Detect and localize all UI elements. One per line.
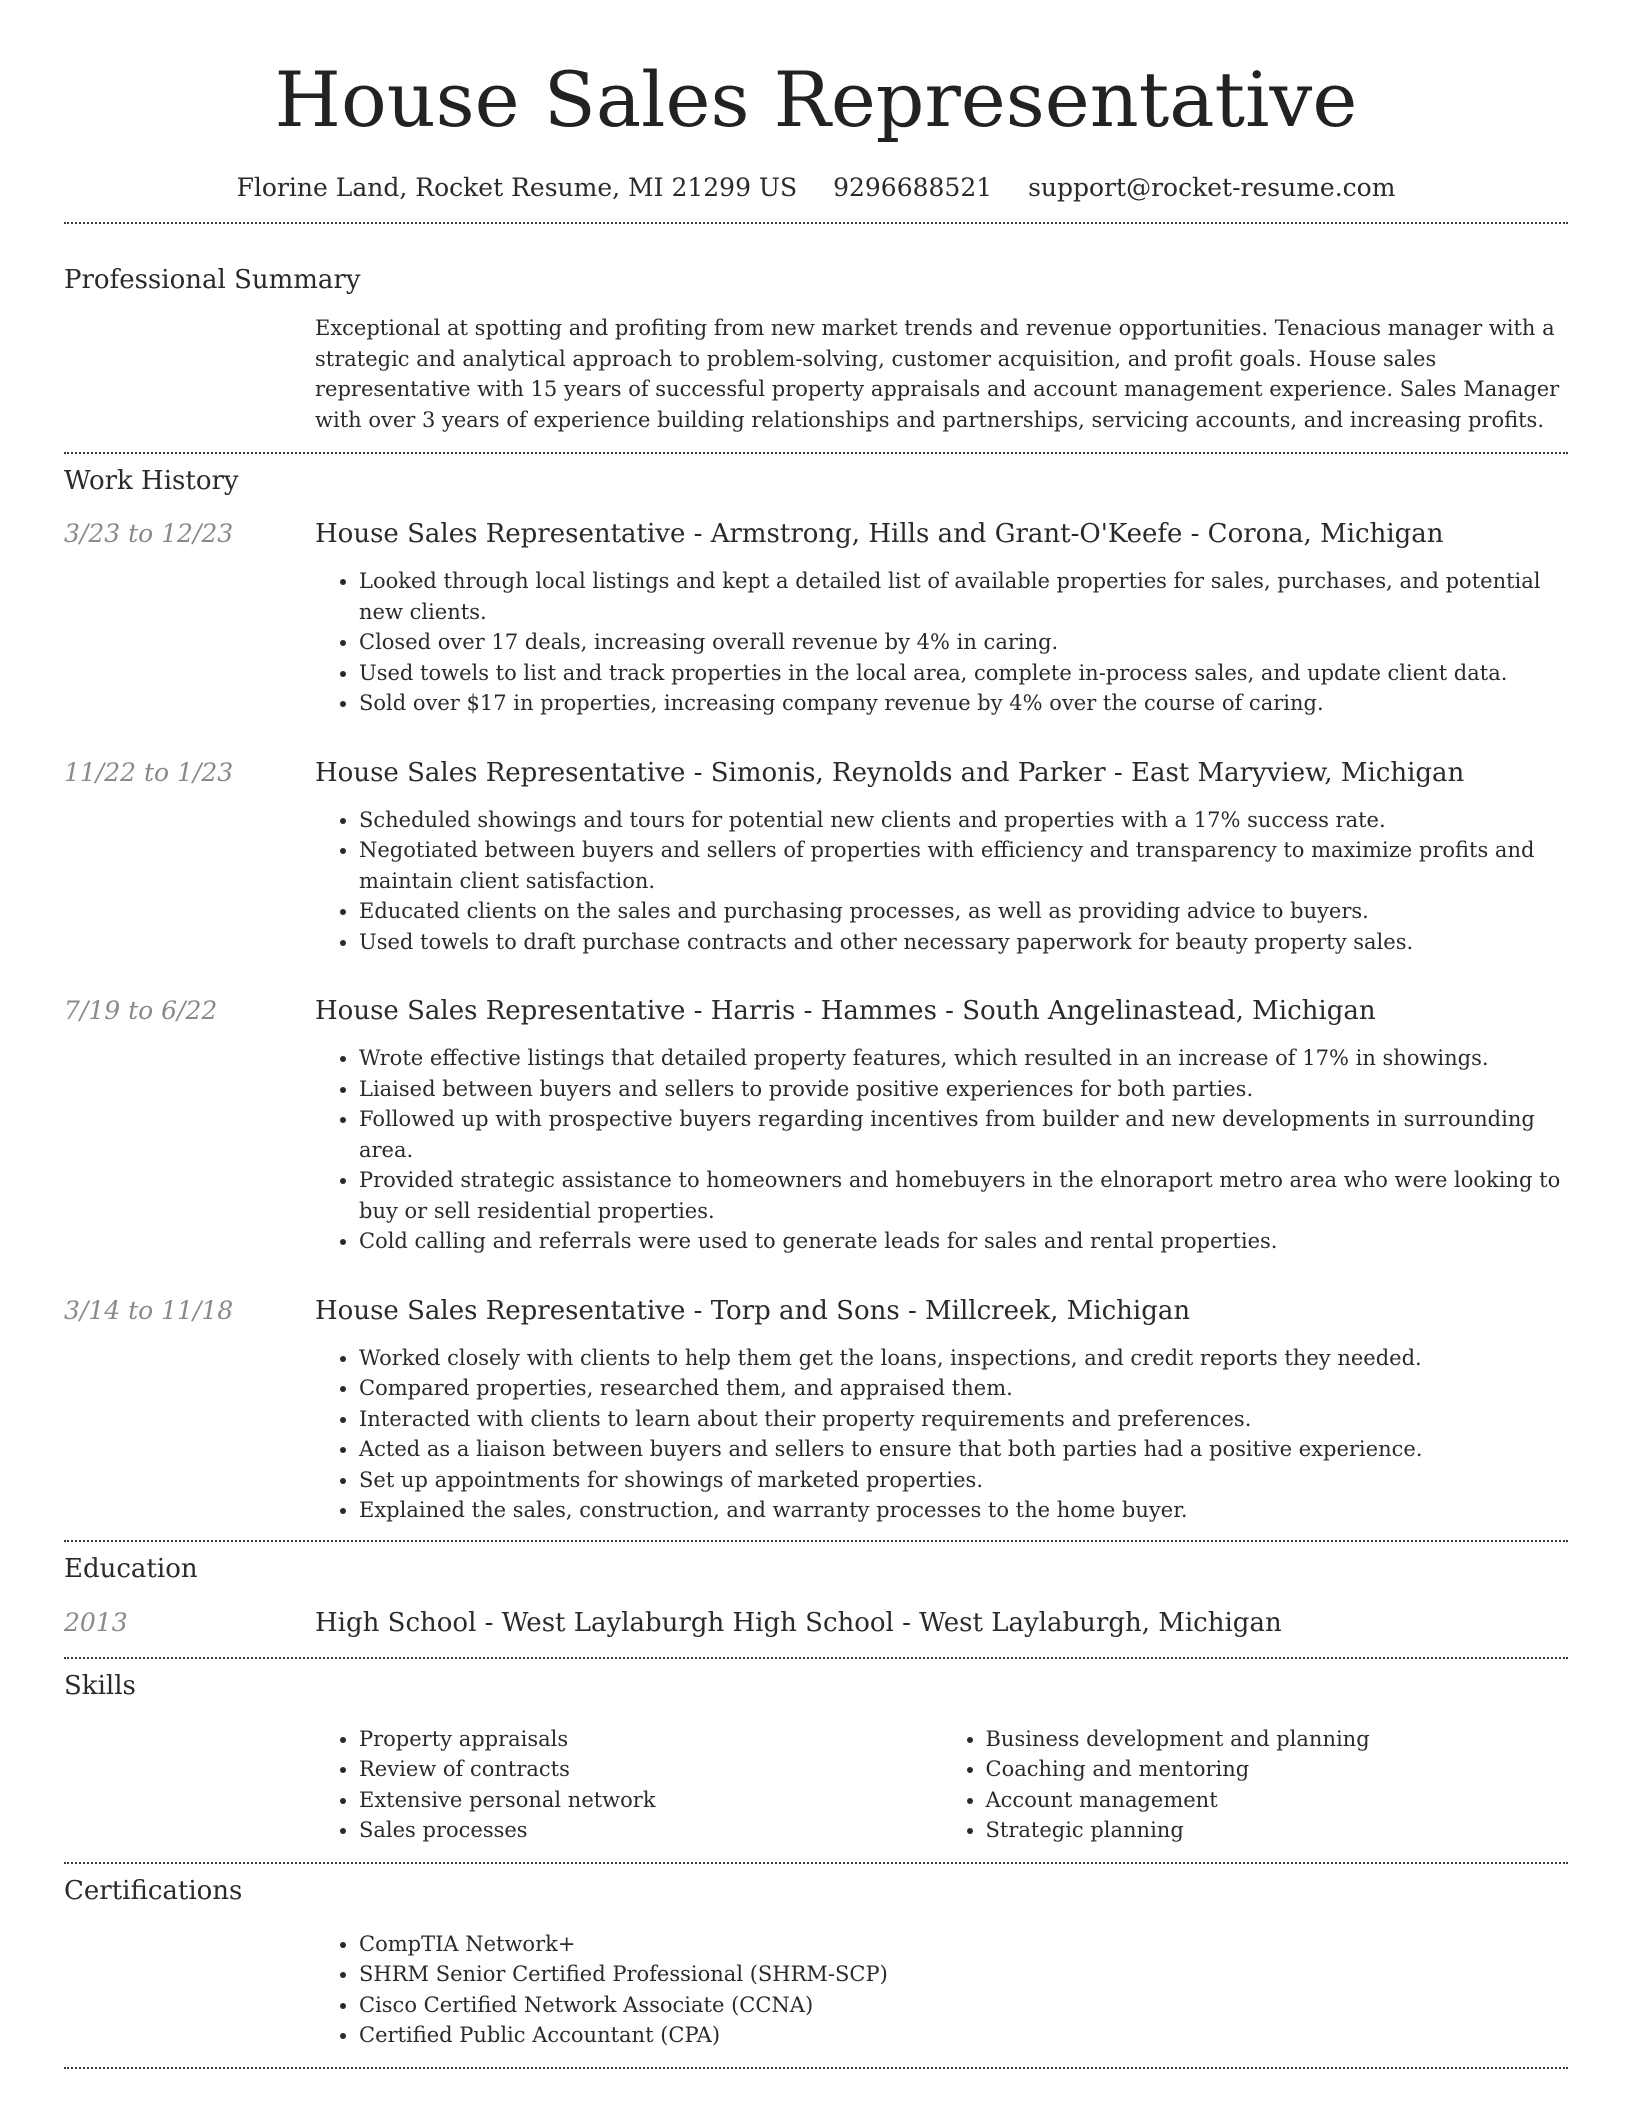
certifications-list: [315, 1929, 1568, 2051]
list-item: • Extensive personal network: [359, 1785, 942, 1816]
job-entry: [64, 518, 1568, 719]
list-item: • CompTIA Network+: [359, 1929, 1568, 1960]
education-entry: [64, 1607, 1568, 1639]
list-item: • Business development and planning: [986, 1724, 1569, 1755]
job-bullets: [315, 1343, 1568, 1526]
list-item: • Compared properties, researched them, and appraised them.: [359, 1373, 1568, 1404]
list-item: • Looked through local listings and kept a detailed list of available properties for sales, purchases, and potential new clients.: [359, 566, 1568, 627]
list-item: • Scheduled showings and tours for potential new clients and properties with a 17% success rate.: [359, 805, 1568, 836]
summary-heading: Professional Summary: [64, 265, 361, 295]
skills-list-right: [942, 1724, 1569, 1846]
list-item: • Wrote effective listings that detailed property features, which resulted in an increase of 17% in showings.: [359, 1043, 1568, 1074]
list-item: • Educated clients on the sales and purchasing processes, as well as providing advice to buyers.: [359, 896, 1568, 927]
skills-heading: Skills: [64, 1670, 136, 1701]
job-title: House Sales Representative - Simonis, Reynolds and Parker - East Maryview, Michigan: [315, 757, 1465, 788]
education-degree: High School - West Laylaburgh High School - West Laylaburgh, Michigan: [315, 1607, 1282, 1638]
education-year: 2013: [64, 1607, 128, 1637]
summary-text: Exceptional at spotting and profiting from new market trends and revenue opportunities. Tenacious manager with a strategic and analytical approach to problem-solving, customer acquisition, and profit goals. House sales representative with 15 years of successful property appraisals and account management experience. Sales Manager with over 3 years of experience building relationships and partnerships, servicing accounts, and increasing profits.: [315, 316, 1560, 432]
job-bullets: [315, 566, 1568, 719]
list-item: • Used towels to list and track properties in the local area, complete in-process sales, and update client data.: [359, 658, 1568, 689]
education-section: [64, 1542, 1568, 1657]
contact-address: Florine Land, Rocket Resume, MI 21299 US: [236, 173, 798, 202]
skills-list-left: [315, 1724, 942, 1846]
list-item: • Provided strategic assistance to homeowners and homebuyers in the elnoraport metro area who were looking to buy or sell residential properties.: [359, 1165, 1568, 1226]
list-item: • Cisco Certified Network Associate (CCNA): [359, 1990, 1568, 2021]
resume-title: House Sales Representative: [274, 55, 1358, 144]
list-item: • Review of contracts: [359, 1754, 942, 1785]
work-heading: Work History: [64, 466, 239, 496]
list-item: • Certified Public Accountant (CPA): [359, 2020, 1568, 2051]
education-heading: Education: [64, 1553, 198, 1584]
list-item: • Explained the sales, construction, and warranty processes to the home buyer.: [359, 1495, 1568, 1526]
list-item: • Account management: [986, 1785, 1569, 1816]
list-item: • Negotiated between buyers and sellers of properties with efficiency and transparency to maximize profits and maintain client satisfaction.: [359, 835, 1568, 896]
contact-phone: 9296688521: [833, 173, 993, 202]
skills-section: [64, 1659, 1568, 1862]
list-item: • Strategic planning: [986, 1815, 1569, 1846]
certifications-section: [64, 1864, 1568, 2067]
job-dates: 11/22 to 1/23: [64, 757, 234, 787]
list-item: • Cold calling and referrals were used to generate leads for sales and rental properties.: [359, 1226, 1568, 1257]
job-dates: 3/23 to 12/23: [64, 519, 234, 548]
job-bullets: [315, 1043, 1568, 1257]
job-entry: [64, 757, 1568, 958]
list-item: • Sold over $17 in properties, increasing company revenue by 4% over the course of caring.: [359, 688, 1568, 719]
list-item: • Set up appointments for showings of marketed properties.: [359, 1465, 1568, 1496]
list-item: • Followed up with prospective buyers regarding incentives from builder and new developments in surrounding area.: [359, 1104, 1568, 1165]
contact-line: [64, 172, 1568, 204]
job-dates: 7/19 to 6/22: [64, 996, 218, 1025]
list-item: • Worked closely with clients to help them get the loans, inspections, and credit reports they needed.: [359, 1343, 1568, 1374]
list-item: • Closed over 17 deals, increasing overall revenue by 4% in caring.: [359, 627, 1568, 658]
job-entry: [64, 995, 1568, 1257]
job-entry: [64, 1295, 1568, 1526]
job-title: House Sales Representative - Harris - Hammes - South Angelinastead, Michigan: [315, 996, 1376, 1026]
job-title: House Sales Representative - Torp and Sons - Millcreek, Michigan: [315, 1295, 1191, 1326]
divider: [64, 2067, 1568, 2069]
summary-section: [64, 224, 1568, 452]
list-item: • SHRM Senior Certified Professional (SHRM-SCP): [359, 1959, 1568, 1990]
list-item: • Liaised between buyers and sellers to provide positive experiences for both parties.: [359, 1074, 1568, 1105]
job-title: House Sales Representative - Armstrong, Hills and Grant-O'Keefe - Corona, Michigan: [315, 519, 1444, 549]
job-dates: 3/14 to 11/18: [64, 1295, 234, 1325]
list-item: • Coaching and mentoring: [986, 1754, 1569, 1785]
contact-email: support@rocket-resume.com: [1028, 173, 1396, 202]
skills-columns: [315, 1724, 1568, 1862]
resume-page: [64, 0, 1568, 2069]
list-item: • Property appraisals: [359, 1724, 942, 1755]
certifications-heading: Certifications: [64, 1875, 243, 1906]
list-item: • Acted as a liaison between buyers and sellers to ensure that both parties had a positive experience.: [359, 1434, 1568, 1465]
list-item: • Sales processes: [359, 1815, 942, 1846]
job-bullets: [315, 805, 1568, 958]
list-item: • Used towels to draft purchase contracts and other necessary paperwork for beauty property sales.: [359, 927, 1568, 958]
list-item: • Interacted with clients to learn about their property requirements and preferences.: [359, 1404, 1568, 1435]
work-section: [64, 454, 1568, 1540]
